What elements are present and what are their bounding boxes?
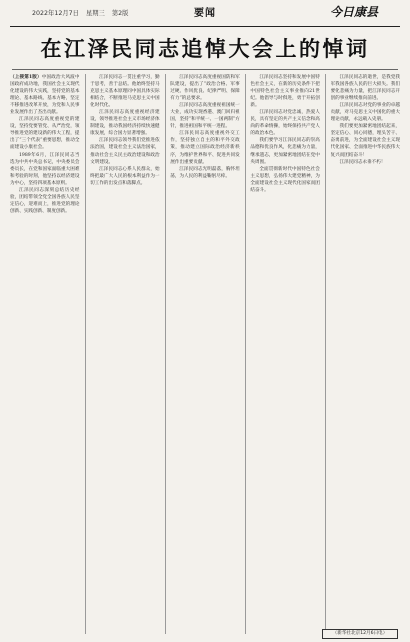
article-paragraph bbox=[250, 109, 320, 137]
article-paragraph bbox=[331, 102, 401, 123]
column-divider bbox=[165, 74, 166, 634]
article-paragraph bbox=[10, 74, 80, 116]
paragraph-text: 江泽民同志高度重视经济建设，领导推进社会主义市场经济体制建设，推动我国经济持续快速健康发展，综合国力显著增强。 bbox=[90, 110, 160, 137]
paragraph-text: 江泽民同志高度重视党的建设，坚持党要管党、从严治党，领导推进党的建设新的伟大工程，提出了“三个代表”重要思想，推动全面建设小康社会。 bbox=[10, 117, 80, 151]
paragraph-text: 我们要学习江泽民同志的崇高品德和优良作风，化悲痛为力量，继承遗志，更加紧密地团结在党中央周围。 bbox=[250, 138, 320, 165]
column-divider bbox=[85, 74, 86, 634]
article-paragraph bbox=[90, 74, 160, 109]
issue-weekday: 星期三 bbox=[85, 10, 105, 17]
article-paragraph bbox=[331, 159, 401, 166]
issue-date: 2022年12月7日 bbox=[32, 10, 79, 17]
paragraph-text: 江泽民同志高度重视祖国统一大业，成功实现香港、澳门回归祖国，坚持“和平统一、一国两制”方针，推进祖国和平统一进程。 bbox=[170, 103, 240, 130]
paragraph-text: 江泽民同志一贯注重学习，勤于思考，善于总结。他始终坚持马克思主义基本原理同中国具体实际相结合，不断推进马克思主义中国化时代化。 bbox=[90, 75, 160, 109]
article-column bbox=[90, 74, 160, 634]
column-divider bbox=[245, 74, 246, 634]
page-number: 第2版 bbox=[111, 10, 129, 17]
source-note: （新华社北京12月6日电） bbox=[322, 629, 398, 640]
paragraph-text: 我们要更加紧密地团结起来，坚定信心、同心同德，埋头苦干、奋勇前进，为全面建设社会主义现代化国家、全面推进中华民族伟大复兴而团结奋斗！ bbox=[330, 124, 400, 158]
article-paragraph bbox=[10, 116, 80, 151]
paragraph-text: 江泽民同志心系人民群众，始终把最广大人民的根本利益作为一切工作的出发点和落脚点。 bbox=[90, 166, 160, 186]
paragraph-text: 江泽民同志永垂不朽！ bbox=[339, 159, 386, 165]
article-paragraph bbox=[170, 102, 240, 130]
article-paragraph bbox=[170, 130, 240, 165]
section-title: 要闻 bbox=[194, 8, 216, 19]
paragraph-text: 1989年6月，江泽民同志当选为中共中央总书记，中央委员会委员长，在党和国家面临重大困难和考验的时刻，他坚持以经济建设为中心，坚持四项基本原则。 bbox=[10, 152, 80, 186]
paragraph-text: 全面贯彻新时代中国特色社会主义思想，弘扬伟大建党精神，为全面建设社会主义现代化国家而团结奋斗。 bbox=[250, 166, 320, 193]
paragraph-text: 江泽民同志的逝世，是我党我军我国各族人民的巨大损失。我们要化悲痛为力量，把江泽民同志开创的事业继续推向前进。 bbox=[330, 75, 400, 102]
headline-area bbox=[10, 27, 400, 69]
paragraph-text: 江泽民同志高度重视国防和军队建设，提出了“政治合格、军事过硬、作风优良、纪律严明、保障有力”的总要求。 bbox=[170, 75, 240, 102]
paragraph-text: 江泽民同志坚持和发展中国特色社会主义，在新的历史条件下把中国特色社会主义事业推向21世纪。他倡导与时俱进，勇于开拓创新。 bbox=[250, 75, 320, 109]
article-paragraph bbox=[250, 137, 320, 165]
article-paragraph bbox=[331, 123, 401, 158]
article-column bbox=[250, 74, 320, 634]
article-paragraph bbox=[250, 166, 320, 194]
article-paragraph bbox=[10, 187, 80, 215]
article-column bbox=[331, 74, 401, 634]
paragraph-text: 江泽民同志高度重视外交工作，坚持独立自主的和平外交政策，推动建立国际政治经济新秩序，为维护世界和平、促进共同发展作出重要贡献。 bbox=[170, 131, 240, 165]
paragraph-text: 江泽民同志光明磊落，胸怀坦荡，为人民的利益鞠躬尽瘁。 bbox=[170, 166, 240, 179]
paragraph-text: 江泽民同志对党的事业的卓越贡献，对马克思主义中国化的重大理论贡献，永远载入史册。 bbox=[330, 103, 400, 123]
paragraph-text: 江泽民同志深刻总结历史经验，团结带领全党全国各族人民坚定信心，迎难而上，推进党的理论创新、实践创新、制度创新。 bbox=[10, 187, 80, 214]
article-column bbox=[170, 74, 240, 634]
article-paragraph bbox=[331, 74, 401, 102]
paragraph-text: 江泽民同志领导我们党推进依法治国，建设社会主义法治国家，推动社会主义民主政治建设和政治文明建设。 bbox=[90, 138, 160, 165]
paragraph-text: 中国政治大风波中国政府成功地，我国社会主义现代化建设的伟大实践，坚持党的基本理论、基本路线、基本方略，坚定不移推进改革开放，为党和人民事业发展作出了杰出贡献。 bbox=[10, 75, 80, 116]
column-divider bbox=[325, 74, 326, 634]
paragraph-text: 江泽民同志对党忠诚，热爱人民，具有坚定的共产主义信念和高尚的革命情操，始终保持共产党人的政治本色。 bbox=[250, 110, 320, 137]
article-paragraph bbox=[90, 137, 160, 165]
article-paragraph bbox=[90, 109, 160, 137]
article-paragraph bbox=[10, 152, 80, 187]
paper-logo: 今日康县 bbox=[329, 5, 378, 19]
article-paragraph bbox=[250, 74, 320, 109]
masthead bbox=[10, 0, 400, 27]
article-headline: 在江泽民同志追悼大会上的悼词 bbox=[40, 36, 370, 61]
article-column bbox=[10, 74, 80, 634]
article-body bbox=[10, 74, 400, 634]
headline-rule bbox=[12, 69, 398, 70]
article-paragraph bbox=[170, 166, 240, 180]
article-paragraph bbox=[170, 74, 240, 102]
article-dateline: （上接第1版） bbox=[10, 75, 42, 80]
article-paragraph bbox=[90, 166, 160, 187]
